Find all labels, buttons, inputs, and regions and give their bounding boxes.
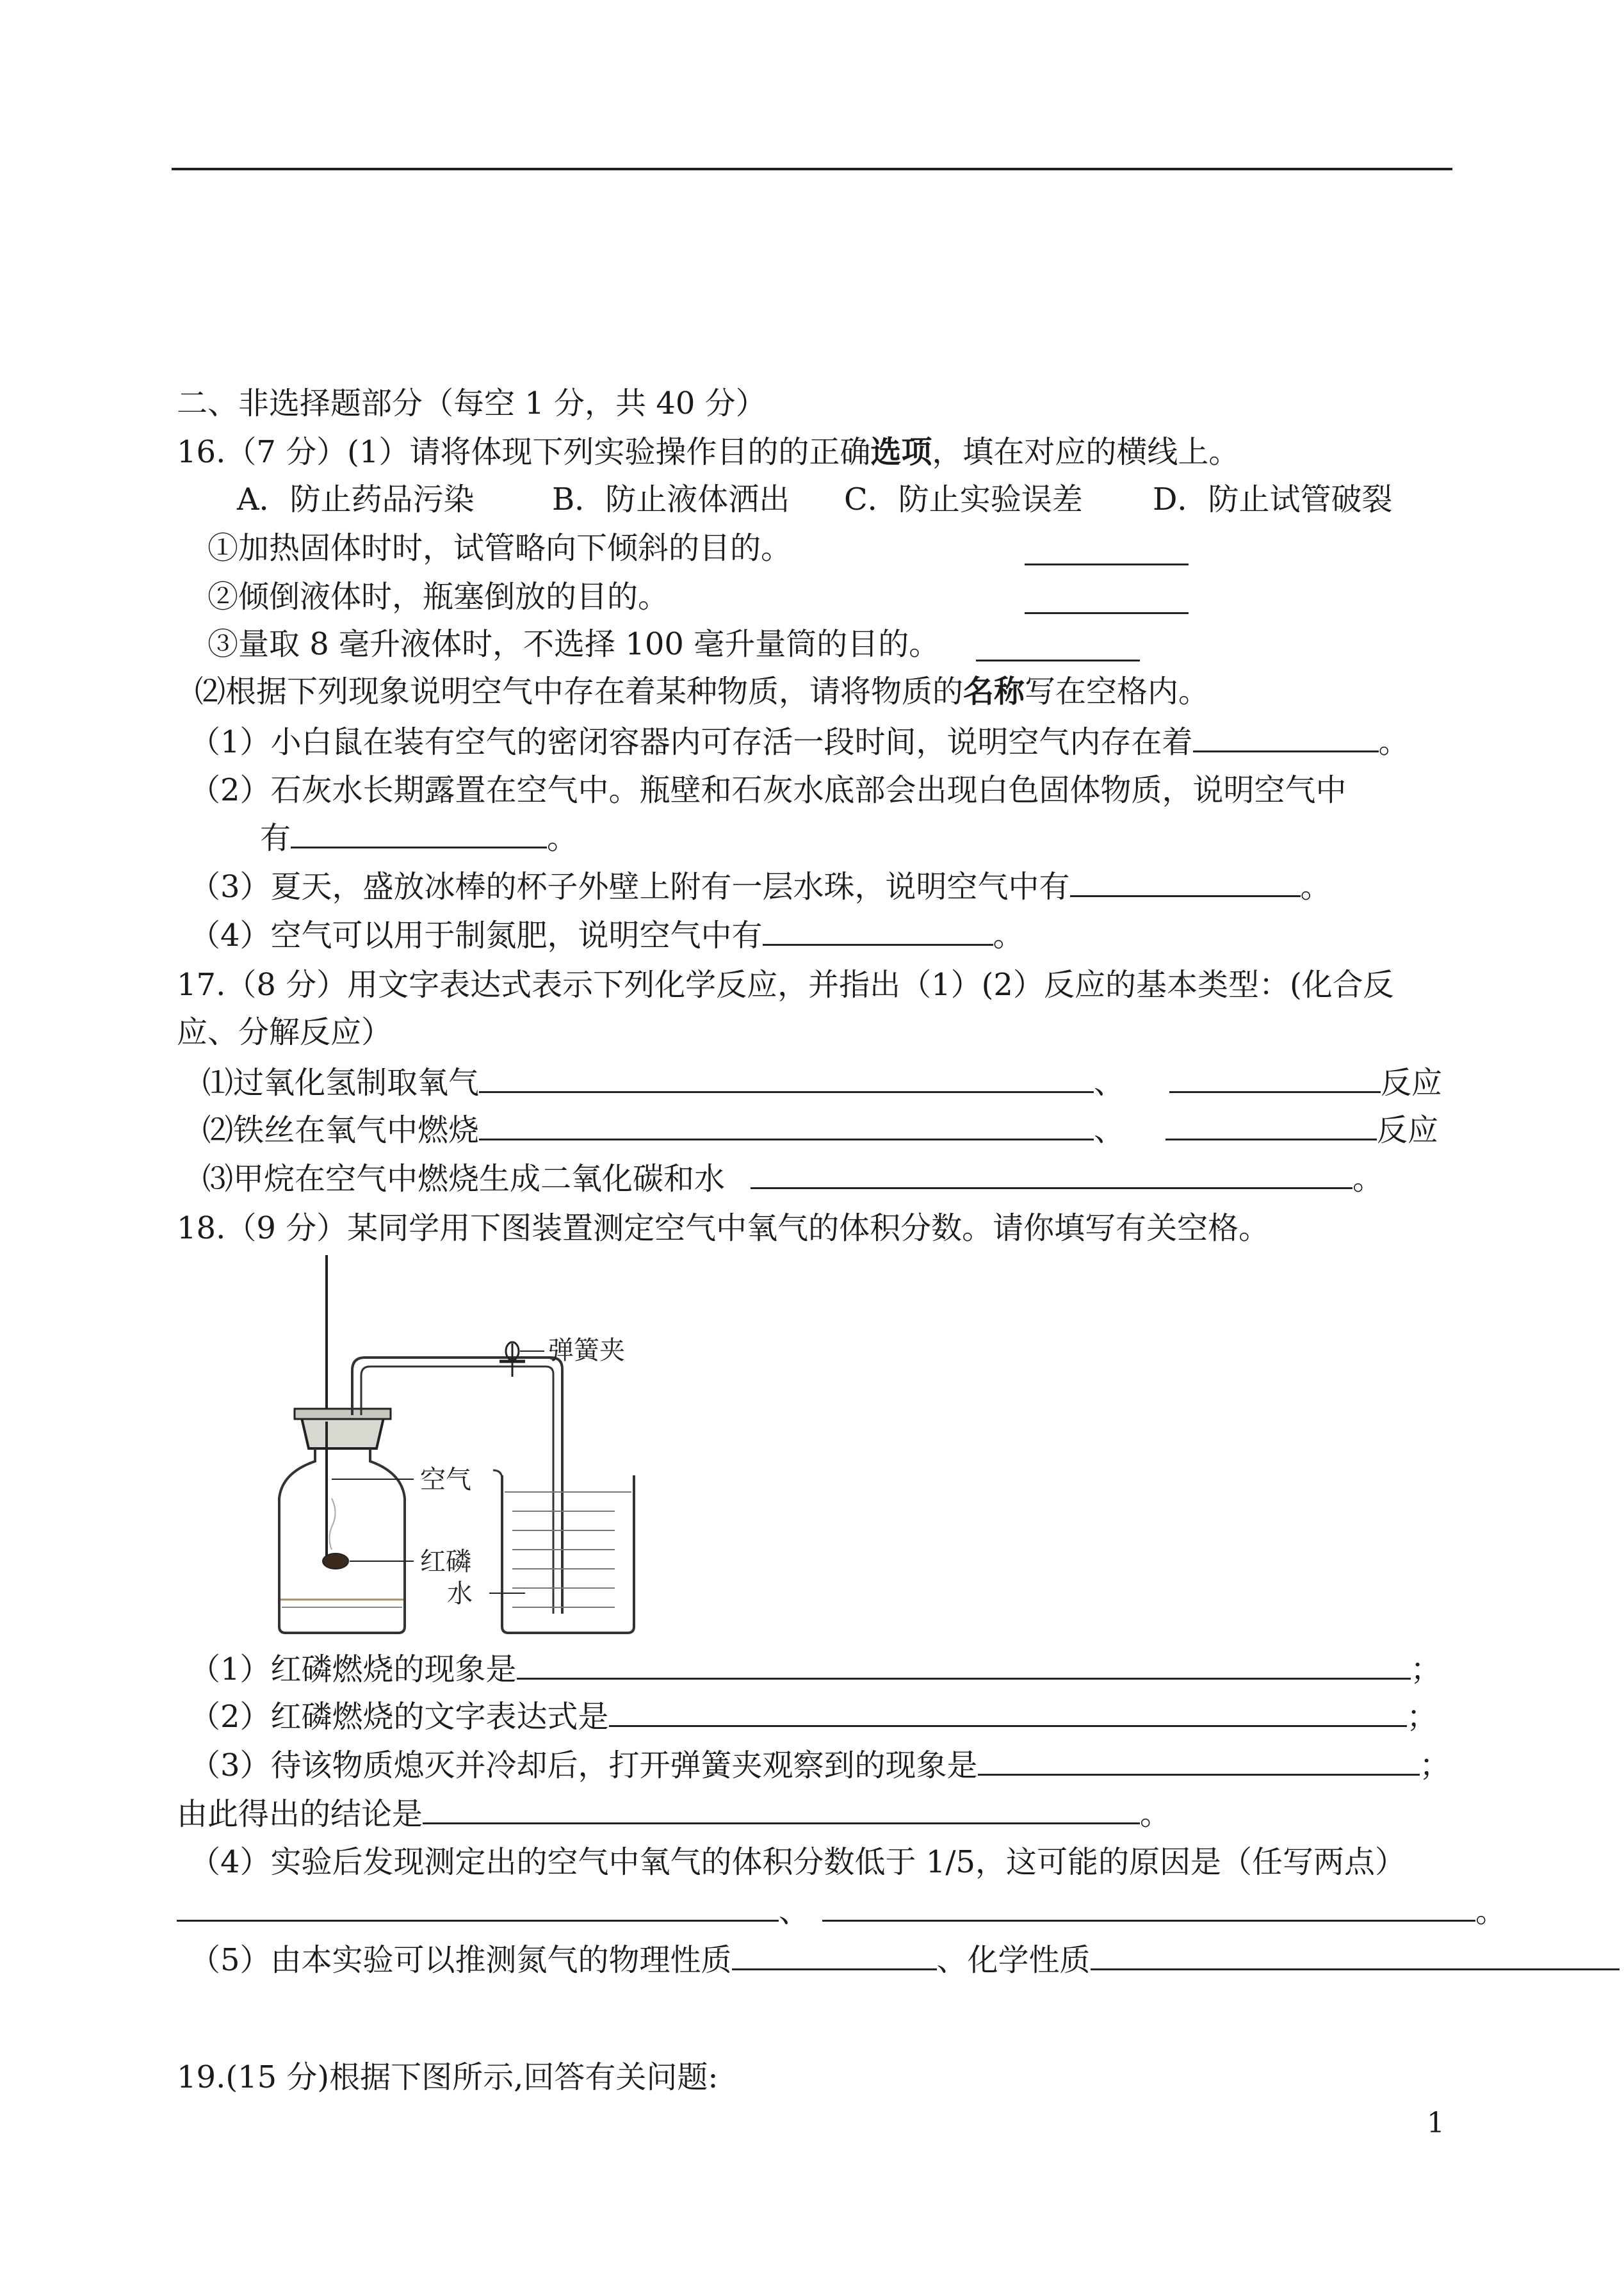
stopper — [301, 1415, 384, 1448]
q16-p4-blank[interactable] — [763, 916, 993, 946]
air-oxygen-apparatus-figure — [256, 1255, 666, 1639]
beaker-water — [505, 1492, 631, 1607]
q17-r1: ⑴过氧化氢制取氧气 、 反应 — [202, 1063, 1442, 1102]
header-rule — [172, 168, 1452, 170]
jar — [279, 1448, 405, 1633]
q16-option-c: C．防止实验误差 — [844, 482, 1083, 517]
beaker-spout — [493, 1470, 502, 1479]
q16-p3-blank[interactable] — [1070, 867, 1301, 897]
q17-r2-blank[interactable] — [479, 1110, 1094, 1140]
q17-r2: ⑵铁丝在氧气中燃烧 、 反应 — [202, 1110, 1438, 1149]
q16-option-d: D．防止试管破裂 — [1153, 482, 1393, 517]
q18-s1-blank[interactable] — [517, 1650, 1411, 1680]
section-title: 二、非选择题部分（每空 1 分，共 40 分） — [177, 385, 767, 421]
q16-part2-stem: ⑵根据下列现象说明空气中存在着某种物质，请将物质的名称写在空格内。 — [195, 674, 1210, 710]
q17-r2-type-blank[interactable] — [1165, 1110, 1377, 1140]
q16-item-1-blank[interactable] — [1025, 535, 1189, 565]
q18-s3-blank[interactable] — [978, 1746, 1420, 1776]
q16-p3: （3）夏天，盛放冰棒的杯子外壁上附有一层水珠，说明空气中有 。 — [190, 867, 1331, 906]
label-water: 水 — [447, 1579, 473, 1609]
q16-p2a: （2）石灰水长期露置在空气中。瓶壁和石灰水底部会出现白色固体物质，说明空气中 — [190, 772, 1347, 808]
q16-stem: 16.（7 分）(1）请将体现下列实验操作目的的正确选项，填在对应的横线上。 — [177, 434, 1240, 470]
q18-s2-blank[interactable] — [609, 1697, 1407, 1727]
q16-p1-blank[interactable] — [1193, 722, 1379, 752]
q18-s3b-blank[interactable] — [423, 1794, 1140, 1824]
label-clamp: 弹簧夹 — [548, 1336, 625, 1365]
q16-option-a: A．防止药品污染 — [237, 482, 475, 517]
page-number: 1 — [1427, 2107, 1445, 2139]
q18-s3b: 由此得出的结论是 。 — [177, 1794, 1171, 1833]
q16-p4: （4）空气可以用于制氮肥，说明空气中有 。 — [190, 916, 1024, 955]
q17-stem-1: 17.（8 分）用文字表达式表示下列化学反应，并指出（1）(2）反应的基本类型：(化合反 — [177, 967, 1394, 1003]
q18-s4: （4）实验后发现测定出的空气中氧气的体积分数低于 1/5，这可能的原因是（任写两点） — [190, 1844, 1406, 1880]
label-phosphorus: 红磷 — [420, 1547, 471, 1577]
q17-r1-type-blank[interactable] — [1169, 1063, 1381, 1093]
q18-stem: 18.（9 分）某同学用下图装置测定空气中氧气的体积分数。请你填写有关空格。 — [177, 1210, 1270, 1246]
q16-p2b: 有 。 — [260, 818, 578, 857]
q18-s4-blank-1[interactable] — [177, 1892, 779, 1922]
q16-p2-blank[interactable] — [291, 818, 547, 848]
q18-s1: （1）红磷燃烧的现象是 ； — [190, 1650, 1441, 1689]
q17-r1-blank[interactable] — [479, 1063, 1094, 1093]
q18-s2: （2）红磷燃烧的文字表达式是 ； — [190, 1697, 1438, 1736]
q17-r3-blank[interactable] — [751, 1159, 1352, 1189]
red-phosphorus — [323, 1553, 348, 1569]
q18-s4-blank-2[interactable] — [822, 1892, 1475, 1922]
q16-p1: （1）小白鼠在装有空气的密闭容器内可存活一段时间，说明空气内存在着 。 — [190, 722, 1409, 761]
q17-r3: ⑶甲烷在空气中燃烧生成二氧化碳和水 。 — [202, 1159, 1383, 1198]
q16-option-b: B．防止液体洒出 — [552, 482, 790, 517]
label-air: 空气 — [420, 1465, 471, 1495]
q18-s5-chemical-blank[interactable] — [1091, 1940, 1620, 1970]
q18-s5: （5）由本实验可以推测氮气的物理性质 、化学性质 — [190, 1940, 1620, 1979]
q16-item-1: ①加热固体时时，试管略向下倾斜的目的。 — [207, 530, 792, 566]
q18-s3: （3）待该物质熄灭并冷却后，打开弹簧夹观察到的现象是 ； — [190, 1746, 1450, 1785]
q19-stem: 19.(15 分)根据下图所示,回答有关问题: — [177, 2059, 719, 2095]
q18-s4-answers: 、 。 — [177, 1892, 1506, 1931]
q16-item-3: ③量取 8 毫升液体时，不选择 100 毫升量筒的目的。 — [207, 626, 940, 662]
q16-item-2-blank[interactable] — [1025, 584, 1189, 614]
q16-item-2: ②倾倒液体时，瓶塞倒放的目的。 — [207, 579, 669, 615]
stopper-top — [295, 1409, 391, 1419]
q17-stem-2: 应、分解反应） — [177, 1014, 393, 1050]
beaker — [502, 1475, 634, 1633]
q18-s5-physical-blank[interactable] — [732, 1940, 937, 1970]
q16-item-3-blank[interactable] — [976, 631, 1140, 661]
smoke — [329, 1498, 335, 1550]
